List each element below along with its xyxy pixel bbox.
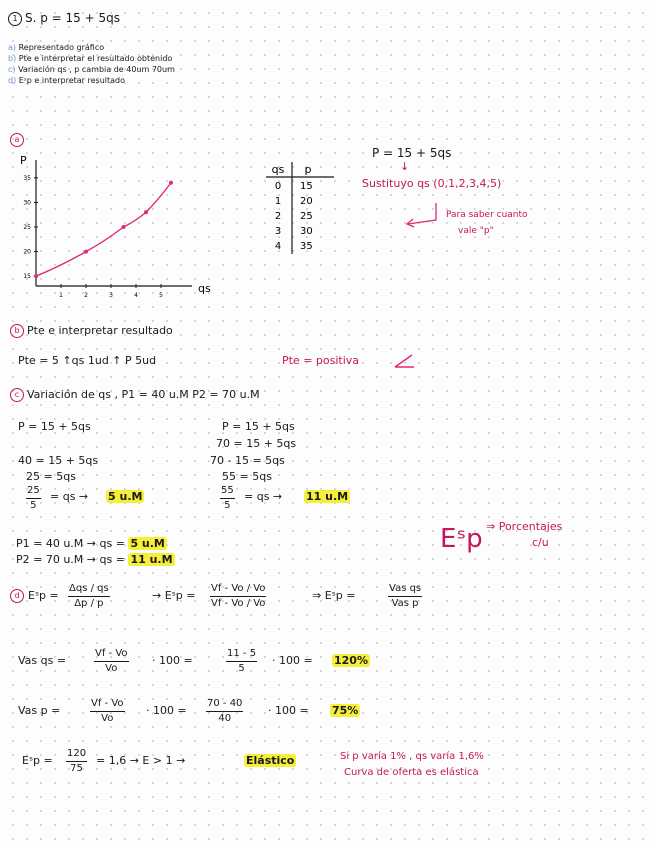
- table-header: qs: [271, 163, 285, 176]
- supply-graph: [10, 150, 211, 315]
- vas-p-mid: · 100 =: [146, 704, 187, 717]
- vas-qs-label: Vas qs =: [18, 654, 67, 667]
- positive-slope-icon: [392, 352, 418, 370]
- table-cell: 1: [274, 196, 282, 207]
- elasticity-def-fraction: Δqs / qs Δp / p: [69, 583, 109, 609]
- values-table: [262, 158, 342, 258]
- right-eq-2: 70 = 15 + 5qs: [216, 437, 297, 450]
- question-text: Pte e interpretar el resultado obtenido: [18, 54, 173, 63]
- right-eq-3: 70 - 15 = 5qs: [210, 454, 285, 467]
- x-tick-label: 4: [134, 292, 138, 299]
- question-item: [8, 54, 172, 64]
- elasticity-arrow-1: → Eˢp =: [152, 589, 196, 602]
- question-marker: c): [8, 65, 16, 74]
- final-tail: = 1,6 → E > 1 →: [96, 754, 186, 767]
- question-text: Eˢp e interpretar resultado: [18, 76, 126, 85]
- exercise-number: 1: [8, 12, 22, 26]
- table-cell: 15: [300, 181, 313, 192]
- exercise-header: [8, 11, 120, 26]
- right-eq-4: 55 = 5qs: [222, 470, 272, 483]
- question-marker: a): [8, 43, 17, 52]
- x-tick-label: 3: [109, 292, 113, 299]
- question-text: Variación qs , p cambia de 40um 70um: [18, 65, 175, 74]
- vas-p-tail: · 100 =: [268, 704, 309, 717]
- question-item: [8, 65, 175, 75]
- elasticity-def-label: Eˢp =: [28, 589, 59, 602]
- vas-p-label: Vas p =: [18, 704, 61, 717]
- down-arrow: ↓: [400, 160, 410, 173]
- x-tick-label: 1: [59, 292, 63, 299]
- x-tick-label: 5: [159, 292, 163, 299]
- vas-qs-fraction-2: 11 - 5 5: [227, 648, 257, 674]
- table-cell: 25: [300, 211, 313, 222]
- data-point: [84, 250, 88, 254]
- x-tick-label: 2: [84, 292, 88, 299]
- pink-arrow-icon: [402, 200, 442, 230]
- table-cell: 2: [274, 211, 282, 222]
- right-fraction: 55 5: [221, 485, 234, 511]
- elasticity-arrow-2: ⇒ Eˢp =: [312, 589, 356, 602]
- vas-qs-tail: · 100 =: [272, 654, 313, 667]
- vas-p-fraction-2: 70 - 40 40: [207, 698, 243, 724]
- supply-curve: [36, 183, 171, 276]
- vas-qs-result: 120%: [334, 654, 368, 667]
- summary-line-2: P2 = 70 u.M → qs = 11 u.M: [16, 553, 173, 566]
- right-eq-tail: = qs →: [244, 490, 283, 503]
- percentages-note-2: c/u: [532, 536, 549, 549]
- question-text: Representado gráfico: [18, 43, 105, 52]
- supply-formula: P = 15 + 5qs: [372, 146, 452, 160]
- purpose-note-2: vale "p": [458, 226, 494, 236]
- section-a-marker: a: [10, 133, 27, 147]
- final-label: Eˢp =: [22, 754, 53, 767]
- vas-p-fraction: Vf - Vo Vo: [91, 698, 124, 724]
- percentages-note-1: ⇒ Porcentajes: [486, 520, 563, 533]
- table-cell: 30: [300, 226, 313, 237]
- substitute-note: Sustituyo qs (0,1,2,3,4,5): [362, 177, 502, 190]
- table-cell: 3: [274, 226, 282, 237]
- y-axis-label: P: [20, 154, 27, 167]
- table-cell: 35: [300, 241, 313, 252]
- data-point: [34, 274, 38, 278]
- table-cell: 0: [274, 181, 282, 192]
- question-item: [8, 76, 125, 86]
- right-eq-1: P = 15 + 5qs: [222, 420, 295, 433]
- elasticity-symbol: Eˢp: [440, 524, 483, 554]
- section-b-heading: b Pte e interpretar resultado: [10, 324, 173, 338]
- summary-line-1: P1 = 40 u.M → qs = 5 u.M: [16, 537, 165, 550]
- left-fraction: 25 5: [27, 485, 40, 511]
- x-axis-label: qs: [198, 282, 211, 295]
- question-item: [8, 43, 104, 53]
- exercise-title: S. p = 15 + 5qs: [25, 11, 121, 25]
- vas-p-result: 75%: [332, 704, 359, 717]
- vas-qs-fraction: Vf - Vo Vo: [95, 648, 128, 674]
- final-note-2: Curva de oferta es elástica: [344, 767, 479, 778]
- left-eq-tail: = qs →: [50, 490, 89, 503]
- left-eq-2: 40 = 15 + 5qs: [18, 454, 99, 467]
- left-result: 5 u.M: [108, 490, 143, 503]
- table-cell: 4: [274, 241, 282, 252]
- table-cell: 20: [300, 196, 313, 207]
- right-result: 11 u.M: [306, 490, 349, 503]
- final-result: Elástico: [246, 754, 295, 767]
- section-d-marker: d: [10, 589, 27, 603]
- left-eq-1: P = 15 + 5qs: [18, 420, 91, 433]
- variation-fraction: Vf - Vo / Vo Vf - Vo / Vo: [211, 583, 266, 609]
- purpose-note-1: Para saber cuanto: [446, 210, 528, 220]
- left-eq-3: 25 = 5qs: [26, 470, 76, 483]
- final-fraction: 120 75: [67, 748, 87, 774]
- vas-qs-mid: · 100 =: [152, 654, 193, 667]
- slope-note: Pte = positiva: [282, 354, 360, 367]
- y-tick-label: 15: [23, 273, 31, 281]
- data-point: [144, 210, 148, 214]
- final-note-1: Si p varía 1% , qs varía 1,6%: [340, 751, 484, 762]
- data-point: [169, 181, 173, 185]
- question-marker: d): [8, 76, 17, 85]
- slope-line: Pte = 5 ↑qs 1ud ↑ P 5ud: [18, 354, 157, 367]
- table-header: p: [304, 163, 312, 176]
- section-c-heading: c Variación de qs , P1 = 40 u.M P2 = 70 u.M: [10, 388, 260, 402]
- y-tick-label: 30: [23, 199, 31, 207]
- vas-fraction: Vas qs Vas p: [389, 583, 422, 609]
- question-marker: b): [8, 54, 17, 63]
- data-point: [122, 225, 126, 229]
- y-tick-label: 25: [23, 224, 31, 231]
- y-tick-label: 20: [23, 248, 31, 256]
- y-tick-label: 35: [23, 174, 31, 182]
